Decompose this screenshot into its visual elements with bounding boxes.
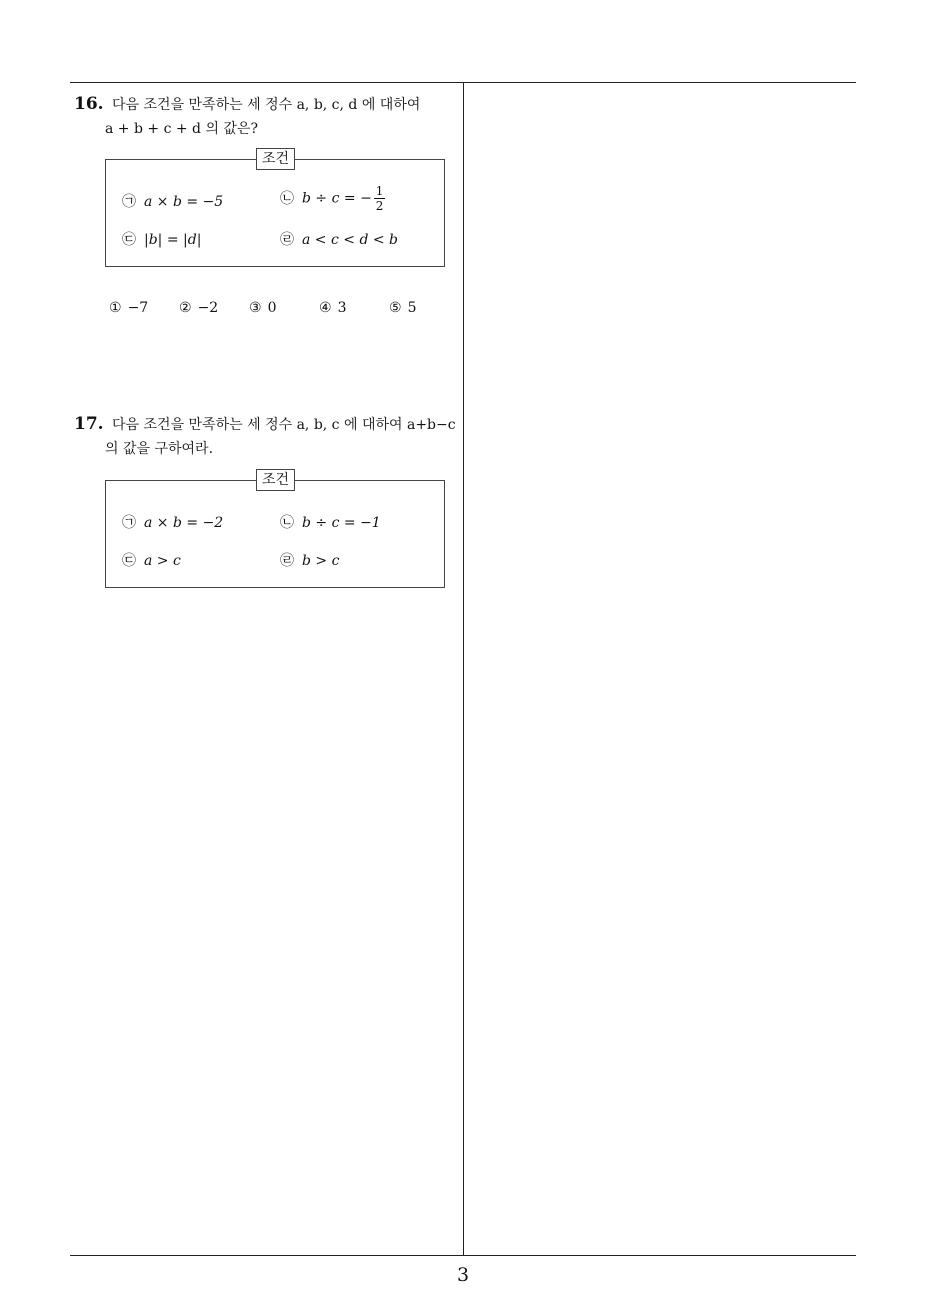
condition-2 xyxy=(280,513,381,533)
choice-2[interactable] xyxy=(179,300,218,316)
question-line-1 xyxy=(74,412,458,437)
choice-1[interactable] xyxy=(109,300,148,316)
condition-marker: ㉠ xyxy=(122,515,136,531)
condition-box xyxy=(105,151,445,267)
condition-box xyxy=(105,472,445,588)
choice-marker: ② xyxy=(179,300,192,316)
condition-text: b > c xyxy=(302,553,340,569)
condition-marker: ㉣ xyxy=(280,553,294,569)
choice-marker: ① xyxy=(109,300,122,316)
condition-text: b ÷ c = −1 xyxy=(302,515,381,531)
bottom-rule xyxy=(70,1255,856,1256)
choice-5[interactable] xyxy=(389,300,416,316)
condition-1 xyxy=(122,192,223,212)
problem-16 xyxy=(74,92,458,316)
choice-value: 5 xyxy=(407,300,417,316)
condition-marker: ㉣ xyxy=(280,232,294,248)
condition-4 xyxy=(280,230,398,250)
question-text: a + b + c + d 의 값은? xyxy=(105,121,258,137)
condition-marker: ㉢ xyxy=(122,553,136,569)
condition-text: a < c < d < b xyxy=(302,232,399,248)
condition-4 xyxy=(280,551,339,571)
column-divider xyxy=(463,82,464,1256)
condition-2 xyxy=(280,184,385,213)
condition-3 xyxy=(122,551,181,571)
condition-text: a × b = −5 xyxy=(144,194,224,210)
question-line-2 xyxy=(74,117,458,141)
page-number: 3 xyxy=(456,1264,470,1286)
condition-title: 조건 xyxy=(256,469,295,491)
choice-value: 0 xyxy=(267,300,277,316)
condition-3 xyxy=(122,230,201,250)
choice-marker: ④ xyxy=(319,300,332,316)
condition-marker: ㉢ xyxy=(122,232,136,248)
condition-1 xyxy=(122,513,223,533)
choice-3[interactable] xyxy=(249,300,276,316)
choice-value: −2 xyxy=(197,300,219,316)
condition-marker: ㉡ xyxy=(280,515,294,531)
condition-marker: ㉡ xyxy=(280,190,294,207)
choice-value: −7 xyxy=(127,300,149,316)
problem-17 xyxy=(74,412,458,569)
question-text: 의 값을 구하여라. xyxy=(105,441,214,457)
question-line-1 xyxy=(74,92,458,117)
problem-number: 16. xyxy=(74,94,104,114)
question-text: 다음 조건을 만족하는 세 정수 a, b, c 에 대하여 a+b−c xyxy=(112,417,456,433)
answer-choices xyxy=(109,300,469,324)
choice-marker: ⑤ xyxy=(389,300,402,316)
question-line-2 xyxy=(74,437,458,461)
condition-text: a × b = −2 xyxy=(144,515,224,531)
condition-text: a > c xyxy=(144,553,181,569)
condition-marker: ㉠ xyxy=(122,194,136,210)
condition-text: |b| = |d| xyxy=(144,232,202,248)
condition-text: b ÷ c = − xyxy=(302,190,372,207)
choice-marker: ③ xyxy=(249,300,262,316)
fraction-denominator: 2 xyxy=(375,199,384,213)
question-text: 다음 조건을 만족하는 세 정수 a, b, c, d 에 대하여 xyxy=(112,97,421,113)
fraction-numerator: 1 xyxy=(375,184,384,198)
choice-4[interactable] xyxy=(319,300,346,316)
choice-value: 3 xyxy=(337,300,347,316)
fraction xyxy=(374,184,386,213)
problem-number: 17. xyxy=(74,414,104,434)
condition-title: 조건 xyxy=(256,148,295,170)
